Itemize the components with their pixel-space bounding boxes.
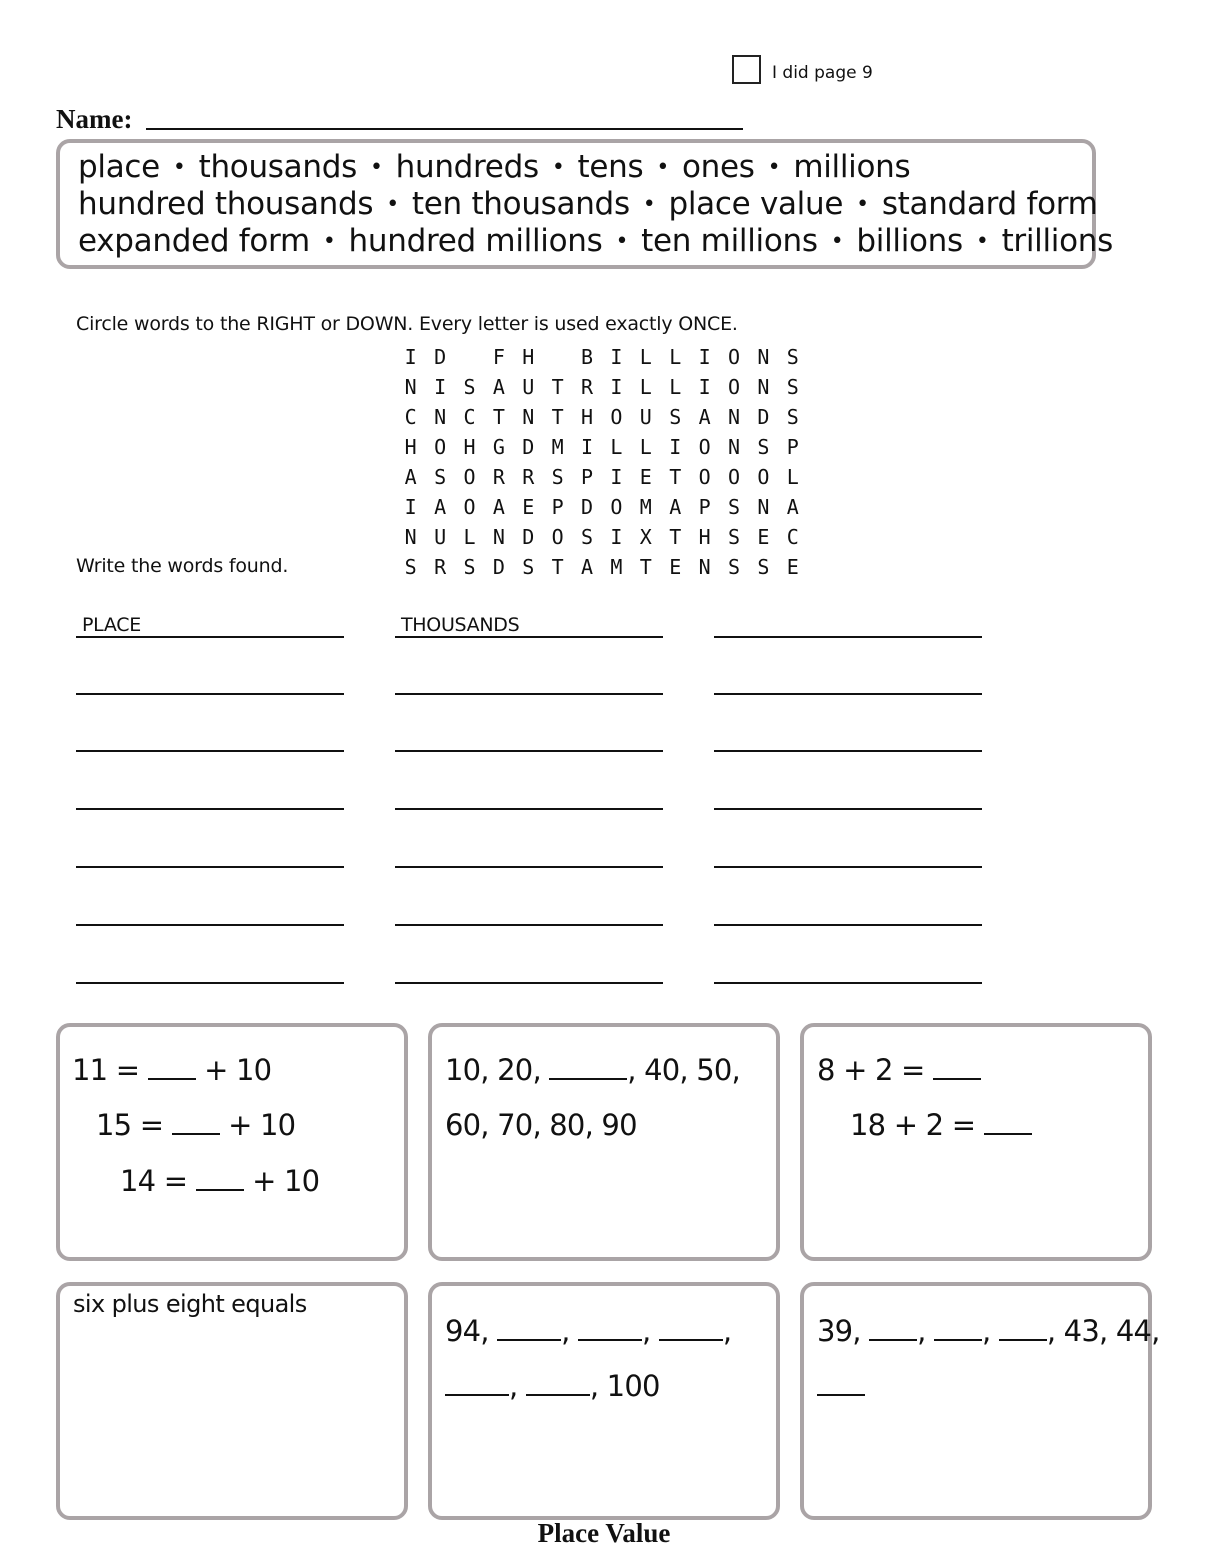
math-box-word-problem [56,1282,408,1520]
grid-letter[interactable]: R [492,465,505,489]
sequence-end: 60, 70, 80, 90 [445,1108,637,1142]
grid-letter[interactable]: S [786,405,799,429]
blank-30[interactable] [549,1056,627,1080]
grid-letter[interactable]: S [581,525,594,549]
word-bank-word: place value [668,186,844,222]
grid-row [396,462,807,492]
grid-letter[interactable]: D [581,495,594,519]
grid-letter[interactable]: S [757,435,770,459]
grid-letter[interactable]: T [551,375,564,399]
grid-letter[interactable]: E [669,555,682,579]
grid-letter[interactable]: S [786,345,799,369]
blank-98[interactable] [445,1372,509,1396]
grid-letter[interactable]: S [786,375,799,399]
grid-letter[interactable]: P [581,465,594,489]
grid-letter[interactable]: I [610,465,623,489]
grid-letter[interactable]: I [610,375,623,399]
grid-letter[interactable]: I [698,345,711,369]
grid-letter[interactable]: I [610,345,623,369]
word-bank-line [78,223,1113,260]
grid-row [396,492,807,522]
eq-14-left: 14 = [120,1164,188,1198]
grid-row [396,552,807,582]
word-bank-word: thousands [198,149,357,185]
grid-letter[interactable]: T [669,465,682,489]
found-word-line[interactable] [714,612,982,638]
word-bank-word: hundred millions [348,223,603,259]
count-end: , 100 [589,1369,660,1403]
page-title: Place Value [537,1518,671,1548]
grid-letter[interactable]: A [786,495,799,519]
grid-letter[interactable]: A [581,555,594,579]
grid-letter[interactable]: D [492,555,505,579]
blank-8-plus-2[interactable] [933,1056,981,1080]
grid-letter[interactable]: A [404,465,417,489]
grid-letter[interactable]: E [522,495,535,519]
blank-41[interactable] [934,1317,982,1341]
found-word-line[interactable] [714,669,982,695]
blank-15[interactable] [172,1111,220,1135]
bullet-separator: • [767,155,781,180]
grid-letter[interactable]: I [669,435,682,459]
eq-15-right: + 10 [228,1108,296,1142]
word-search-grid [396,342,807,582]
circle-instructions: Circle words to the RIGHT or DOWN. Every letter is used exactly ONCE. [76,313,738,335]
bullet-separator: • [975,229,989,254]
grid-letter[interactable]: L [610,435,623,459]
grid-letter[interactable]: H [581,405,594,429]
grid-letter[interactable]: D [757,405,770,429]
grid-letter[interactable]: C [786,525,799,549]
blank-42[interactable] [999,1317,1047,1341]
grid-letter[interactable]: S [404,555,417,579]
eq-15-left: 15 = [96,1108,164,1142]
found-word-line[interactable] [76,842,344,868]
grid-letter[interactable]: N [698,555,711,579]
grid-letter[interactable]: N [404,525,417,549]
word-problem-text: six plus eight equals [73,1290,307,1318]
done-label: I did page 9 [772,63,873,83]
grid-letter[interactable]: M [551,435,564,459]
name-label: Name: [56,104,133,134]
grid-letter[interactable]: S [551,465,564,489]
found-word-line[interactable] [395,842,663,868]
grid-letter[interactable]: T [669,525,682,549]
grid-letter[interactable]: L [639,435,652,459]
grid-letter[interactable]: F [492,345,505,369]
found-word-line[interactable] [395,669,663,695]
found-word-line[interactable] [76,669,344,695]
grid-letter[interactable]: E [757,525,770,549]
grid-letter[interactable]: O [610,405,623,429]
found-word-line[interactable] [714,842,982,868]
grid-letter[interactable]: A [492,375,505,399]
grid-letter[interactable]: I [404,495,417,519]
math-box-count-to-100: 94, , , , , , 100 [428,1282,780,1520]
eq-14-right: + 10 [252,1164,320,1198]
found-word-line[interactable]: PLACE [76,612,344,638]
found-word-line[interactable] [76,784,344,810]
grid-letter[interactable]: I [434,375,447,399]
word-bank-line [78,186,1098,223]
grid-letter[interactable]: O [757,465,770,489]
grid-letter[interactable]: N [757,345,770,369]
name-field[interactable] [146,128,743,130]
found-word-line[interactable] [395,900,663,926]
sequence-start: 10, 20, [445,1053,541,1087]
grid-letter[interactable]: C [463,405,476,429]
grid-letter[interactable]: O [610,495,623,519]
grid-letter[interactable]: E [786,555,799,579]
blank-11[interactable] [148,1056,196,1080]
word-bank-word: hundred thousands [78,186,374,222]
grid-row [396,342,807,372]
bullet-separator: • [856,192,869,217]
grid-letter[interactable]: O [463,465,476,489]
grid-letter[interactable]: D [522,525,535,549]
grid-letter[interactable]: T [551,405,564,429]
grid-letter[interactable]: A [669,495,682,519]
grid-letter[interactable]: I [404,345,417,369]
grid-letter[interactable]: O [698,435,711,459]
grid-letter[interactable]: U [639,405,652,429]
grid-letter[interactable]: H [463,435,476,459]
word-bank-word: hundreds [395,149,539,185]
grid-letter[interactable]: S [463,375,476,399]
grid-letter[interactable]: M [610,555,623,579]
grid-letter[interactable]: L [639,375,652,399]
grid-letter[interactable]: S [463,555,476,579]
blank-14[interactable] [196,1167,244,1191]
bullet-separator: • [642,192,656,217]
grid-letter[interactable]: B [581,345,594,369]
grid-row [396,372,807,402]
grid-letter[interactable]: I [610,525,623,549]
grid-letter[interactable]: P [698,495,711,519]
grid-letter[interactable]: I [698,375,711,399]
found-word-line[interactable] [395,726,663,752]
word-bank-word: place [78,149,160,185]
found-word-line[interactable]: THOUSANDS [395,612,663,638]
word-bank-word: tens [577,149,644,185]
blank-99[interactable] [526,1372,590,1396]
grid-letter[interactable]: R [581,375,594,399]
grid-letter[interactable]: T [551,555,564,579]
word-bank-word: ten millions [641,223,818,259]
grid-letter[interactable]: O [551,525,564,549]
bullet-separator: • [615,229,629,254]
grid-letter[interactable]: U [434,525,447,549]
count-start: 94, [445,1314,489,1348]
grid-letter[interactable]: R [434,555,447,579]
grid-letter[interactable]: M [639,495,652,519]
word-bank-word: ones [682,149,755,185]
bullet-separator: • [551,155,565,180]
grid-letter[interactable]: P [551,495,564,519]
grid-letter[interactable]: L [639,345,652,369]
found-word-line[interactable] [76,958,344,984]
grid-letter[interactable]: H [404,435,417,459]
grid-letter[interactable]: X [639,525,652,549]
grid-letter[interactable]: C [404,405,417,429]
grid-letter[interactable] [455,342,484,372]
grid-letter[interactable]: S [757,555,770,579]
word-bank-word: millions [793,149,911,185]
found-word-line[interactable] [714,900,982,926]
grid-letter[interactable]: S [669,405,682,429]
grid-letter[interactable]: U [522,375,535,399]
found-word-line[interactable] [714,958,982,984]
found-word-line[interactable] [714,784,982,810]
grid-letter[interactable]: O [727,465,741,489]
word-bank [56,139,1113,269]
count-end: , 43, 44, [1046,1314,1160,1348]
word-bank-word: trillions [1001,223,1113,259]
grid-letter[interactable]: L [669,345,682,369]
grid-letter[interactable]: N [727,435,741,459]
found-word-line[interactable] [714,726,982,752]
found-word-line[interactable] [395,784,663,810]
math-box-count-by-tens [428,1023,780,1261]
found-word-line[interactable] [76,726,344,752]
grid-letter[interactable]: H [698,525,711,549]
blank-95[interactable] [497,1317,561,1341]
bullet-separator: • [386,192,399,217]
bullet-separator: • [322,229,336,254]
grid-letter[interactable]: N [492,525,505,549]
word-bank-word: standard form [881,186,1098,222]
grid-letter[interactable] [543,342,572,372]
grid-letter[interactable]: S [522,555,535,579]
sequence-mid: , 40, 50, [627,1053,740,1087]
math-box-tens [56,1023,408,1261]
grid-letter[interactable]: G [492,435,505,459]
write-instructions: Write the words found. [76,555,289,577]
grid-letter[interactable]: R [522,465,535,489]
blank-40[interactable] [869,1317,917,1341]
count-start: 39, [817,1314,861,1348]
grid-letter[interactable]: S [434,465,447,489]
bullet-separator: • [172,155,186,180]
blank-96[interactable] [578,1317,642,1341]
bullet-separator: • [369,155,383,180]
grid-letter[interactable]: L [463,525,476,549]
grid-letter[interactable]: N [757,495,770,519]
grid-letter[interactable]: N [522,405,535,429]
math-box-count-to-44: 39, , , , 43, 44, [800,1282,1152,1520]
grid-letter[interactable]: I [581,435,594,459]
word-bank-word: billions [856,223,963,259]
bullet-separator: • [830,229,844,254]
grid-letter[interactable]: H [522,345,535,369]
grid-letter[interactable]: S [727,495,741,519]
eq-8-plus-2: 8 + 2 = [817,1053,925,1087]
grid-letter[interactable]: S [727,525,741,549]
math-box-make-ten [800,1023,1152,1261]
grid-letter[interactable]: N [434,405,447,429]
eq-11-right: + 10 [204,1053,272,1087]
grid-letter[interactable]: O [698,465,711,489]
grid-letter[interactable]: D [522,435,535,459]
word-bank-word: expanded form [78,223,310,259]
grid-letter[interactable]: A [434,495,447,519]
grid-letter[interactable]: A [698,405,711,429]
grid-letter[interactable]: O [727,345,741,369]
grid-letter[interactable]: L [669,375,682,399]
grid-row [396,522,807,552]
grid-row [396,432,807,462]
grid-letter[interactable]: T [639,555,652,579]
grid-letter[interactable]: N [757,375,770,399]
grid-letter[interactable]: D [434,345,447,369]
found-word-line[interactable] [395,958,663,984]
grid-letter[interactable]: O [434,435,447,459]
grid-letter[interactable]: L [786,465,799,489]
grid-letter[interactable]: O [727,375,741,399]
bullet-separator: • [656,155,670,180]
grid-letter[interactable]: N [727,405,741,429]
eq-11-left: 11 = [72,1053,140,1087]
blank-18-plus-2[interactable] [984,1111,1032,1135]
blank-97[interactable] [659,1317,723,1341]
grid-letter[interactable]: E [639,465,652,489]
found-word-line[interactable] [76,900,344,926]
grid-letter[interactable]: A [492,495,505,519]
grid-letter[interactable]: P [786,435,799,459]
grid-letter[interactable]: O [463,495,476,519]
done-checkbox[interactable] [732,55,761,84]
word-bank-line [78,149,1092,186]
grid-letter[interactable]: N [404,375,417,399]
blank-45[interactable] [817,1372,865,1396]
grid-row [396,402,807,432]
eq-18-plus-2: 18 + 2 = [850,1108,976,1142]
word-bank-word: ten thousands [411,186,630,222]
grid-letter[interactable]: S [727,555,741,579]
grid-letter[interactable]: T [492,405,505,429]
